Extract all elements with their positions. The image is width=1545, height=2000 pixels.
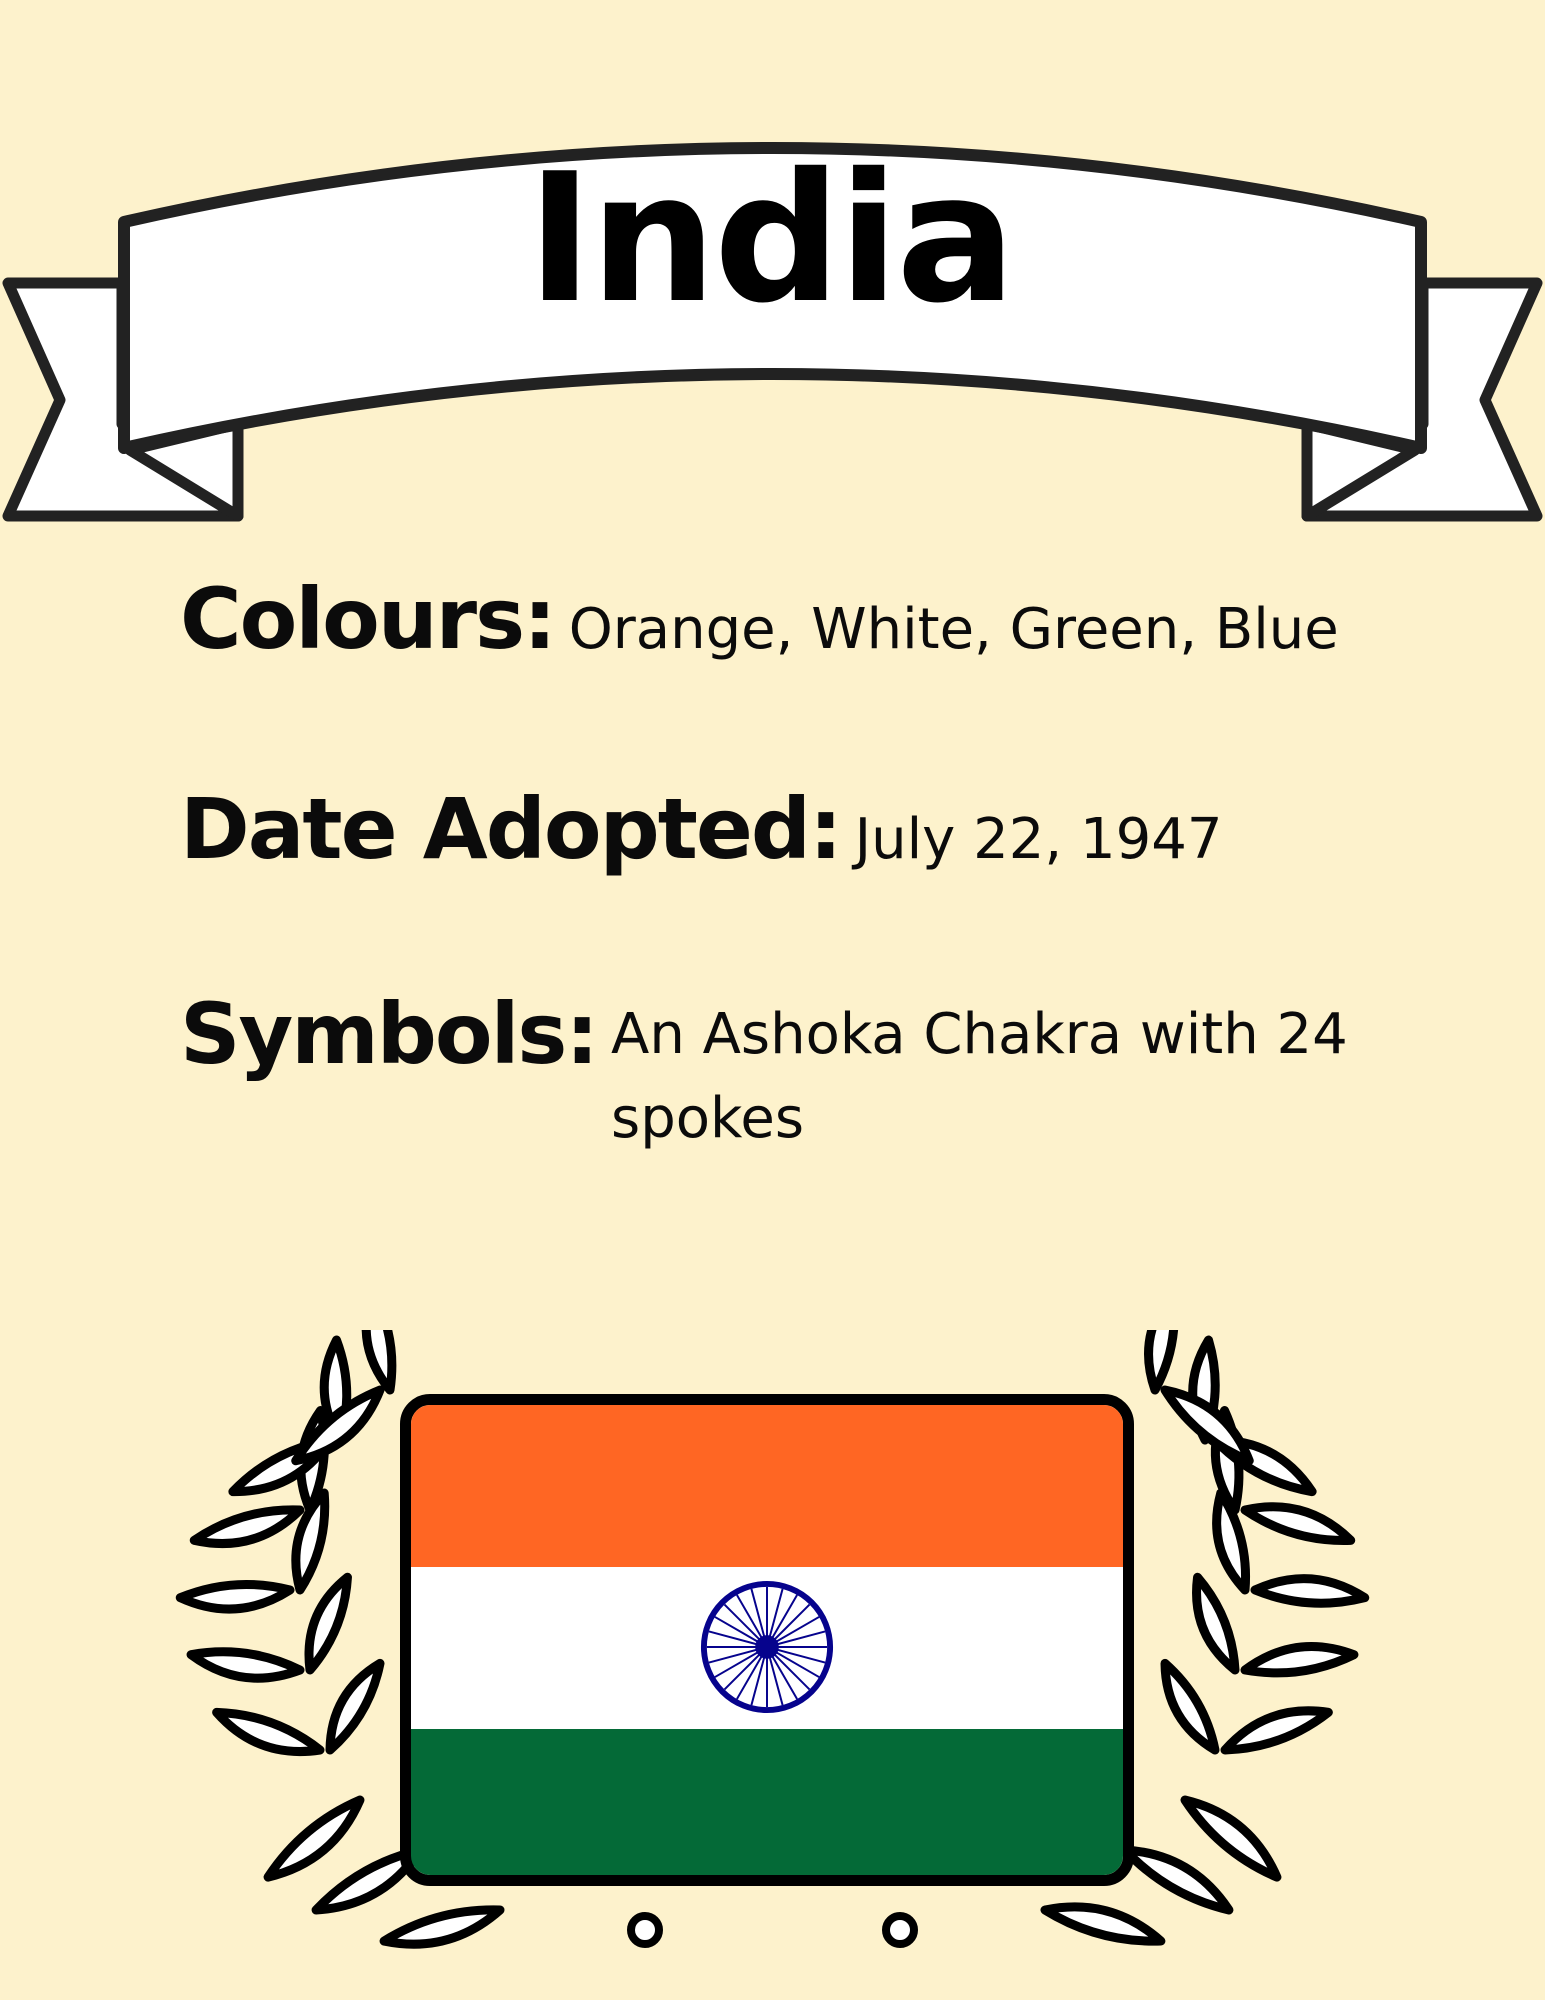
symbols-value: An Ashoka Chakra with 24 spokes [611,1002,1348,1151]
date-adopted-value: July 22, 1947 [854,807,1223,872]
laurel-leaf [359,1330,398,1392]
laurel-leaf [1243,1496,1355,1549]
ashoka-chakra-icon [698,1578,836,1716]
laurel-leaf [318,1656,387,1754]
flag-stripe-saffron [411,1405,1123,1567]
laurel-leaf [1185,1574,1243,1675]
fact-symbols [180,985,1371,1161]
colours-label: Colours: [180,570,555,668]
fact-colours [180,570,1339,668]
flag-stripe-green [411,1729,1123,1879]
laurel-leaf [189,1646,301,1685]
page-title: India [526,135,1014,342]
laurel-leaf [1220,1698,1332,1758]
laurel-leaf [180,1581,291,1613]
laurel-leaf [1043,1896,1165,1950]
laurel-leaf [212,1704,324,1764]
india-flag [400,1394,1134,1886]
laurel-leaf [382,1901,504,1955]
laurel-leaf [1153,1659,1222,1757]
laurel-leaf [1121,1837,1237,1918]
laurel-leaf [1243,1640,1355,1679]
date-adopted-label: Date Adopted: [180,780,841,878]
laurel-berry [886,1916,914,1944]
laurel-leaf [1141,1330,1180,1391]
laurel-berry [631,1916,659,1944]
symbols-label: Symbols: [180,985,598,1083]
fact-date-adopted [180,780,1223,878]
colours-value: Orange, White, Green, Blue [568,597,1339,662]
laurel-leaf [1254,1575,1365,1607]
laurel-leaf [192,1501,304,1554]
